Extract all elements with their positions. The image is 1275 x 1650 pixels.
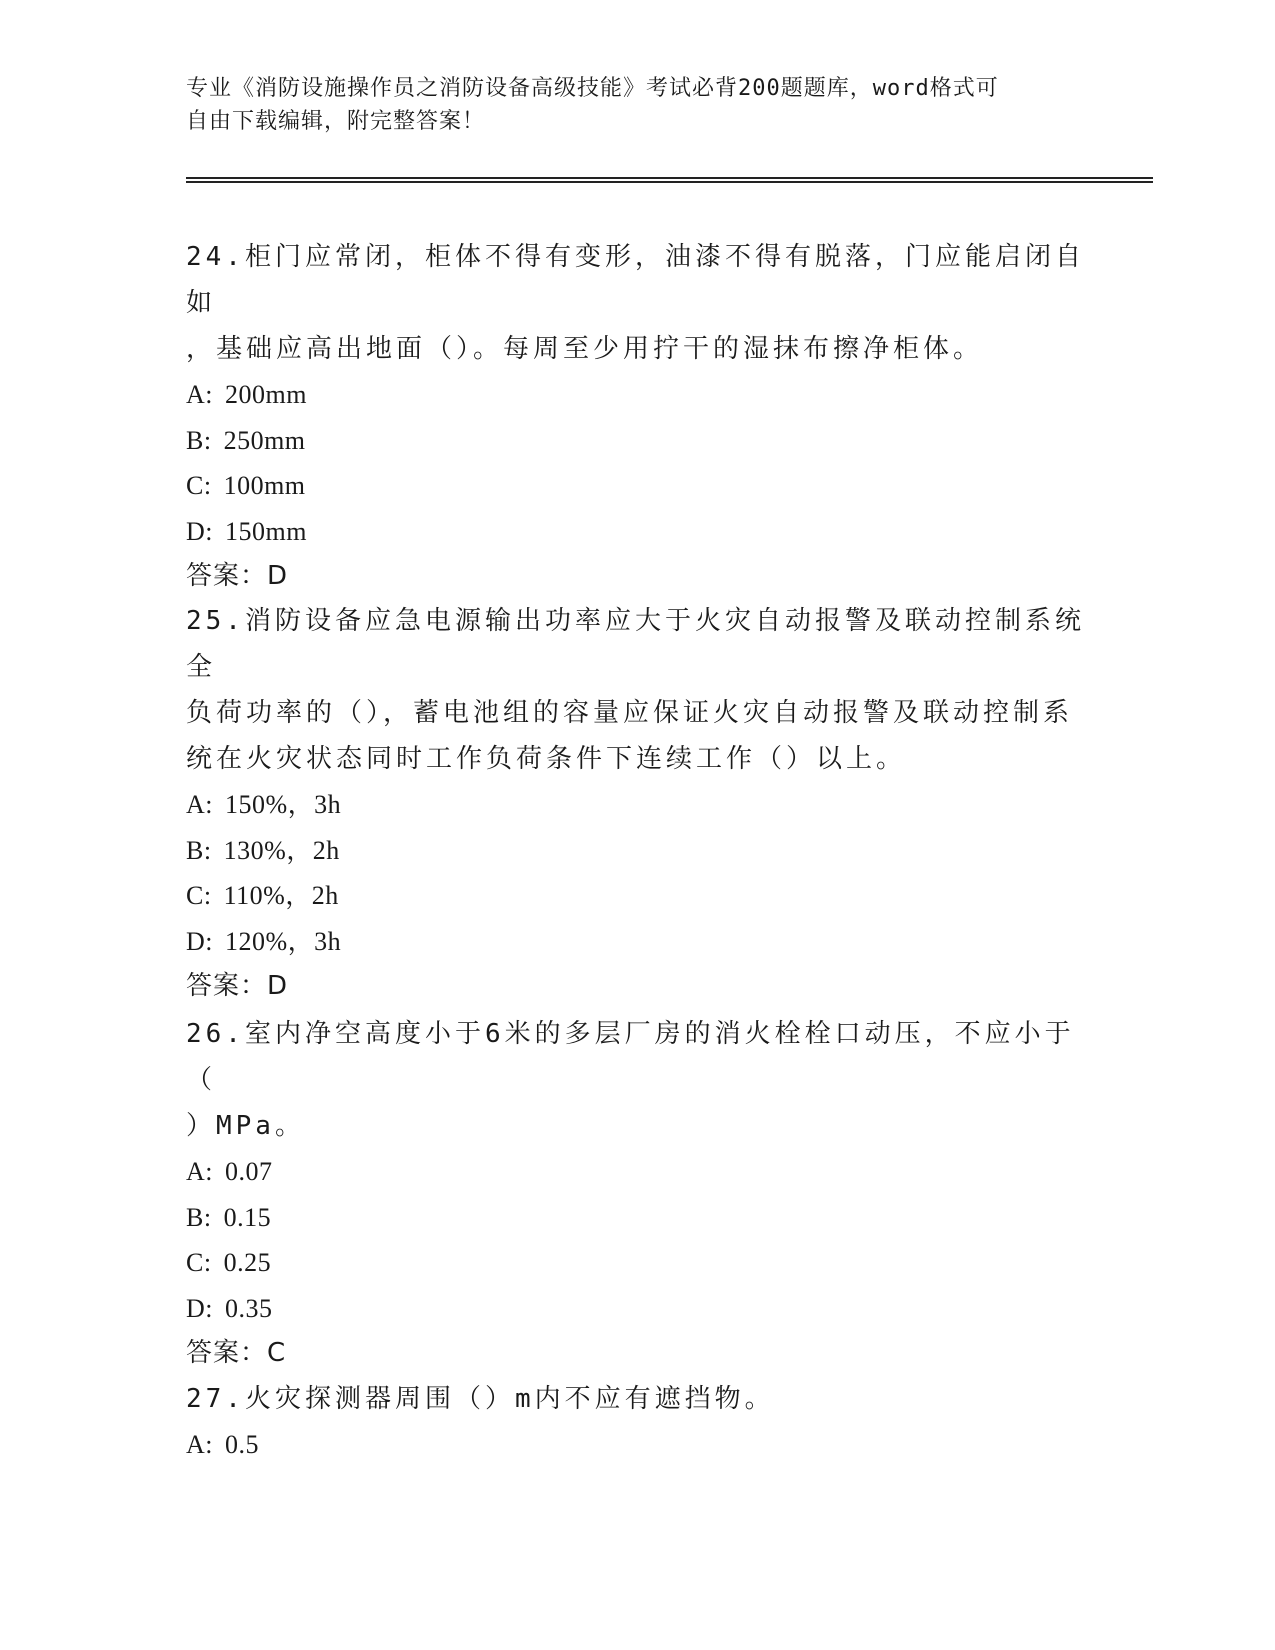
option-letter: B: <box>186 425 212 455</box>
option-text: 120%，3h <box>225 926 342 956</box>
question-stem-line: 25.消防设备应急电源输出功率应大于火灾自动报警及联动控制系统全 <box>186 606 1085 682</box>
option-d <box>186 1286 1086 1332</box>
option-text: 130%，2h <box>223 835 340 865</box>
option-letter: B: <box>186 835 212 865</box>
question-26 <box>186 1011 1086 1376</box>
question-24 <box>186 234 1086 599</box>
option-a <box>186 1149 1086 1195</box>
option-b <box>186 828 1086 874</box>
option-text: 150mm <box>225 516 307 546</box>
option-text: 150%，3h <box>225 790 342 819</box>
option-letter: D: <box>186 516 213 546</box>
question-stem-line: 26.室内净空高度小于6米的多层厂房的消火栓栓口动压，不应小于（ <box>186 1019 1075 1095</box>
question-27 <box>186 1376 1086 1468</box>
option-text: 0.25 <box>223 1248 272 1277</box>
option-c <box>186 463 1086 509</box>
question-stem-line: 24.柜门应常闭，柜体不得有变形，油漆不得有脱落，门应能启闭自如 <box>186 242 1085 318</box>
option-b <box>186 418 1086 464</box>
question-stem-line: ，基础应高出地面（）。每周至少用拧干的湿抹布擦净柜体。 <box>186 334 984 364</box>
option-text: 0.07 <box>225 1157 273 1186</box>
option-c <box>186 873 1086 919</box>
option-letter: C: <box>186 471 212 500</box>
option-letter: A: <box>186 1157 213 1186</box>
header-line-1: 专业《消防设施操作员之消防设备高级技能》考试必背200题题库，word格式可 <box>186 76 999 101</box>
option-letter: B: <box>186 1202 212 1232</box>
option-letter: D: <box>186 1293 213 1323</box>
question-stem-line: 27.火灾探测器周围（）m内不应有遮挡物。 <box>186 1384 775 1414</box>
option-text: 200mm <box>225 380 307 409</box>
document-header <box>186 72 1086 138</box>
option-letter: C: <box>186 881 212 910</box>
option-text: 110%，2h <box>223 881 339 910</box>
option-d <box>186 919 1086 965</box>
option-text: 100mm <box>223 471 306 500</box>
header-divider-bottom <box>186 181 1153 183</box>
question-25 <box>186 598 1086 1009</box>
option-letter: D: <box>186 926 213 956</box>
option-letter: C: <box>186 1248 212 1277</box>
option-b <box>186 1195 1086 1241</box>
option-a <box>186 1422 1086 1468</box>
option-a <box>186 782 1086 828</box>
option-letter: A: <box>186 1430 213 1459</box>
answer-line: 答案：D <box>186 561 289 591</box>
header-line-2: 自由下载编辑，附完整答案！ <box>186 109 486 134</box>
option-a <box>186 372 1086 418</box>
header-divider-top <box>186 177 1153 179</box>
question-stem-line: 负荷功率的（），蓄电池组的容量应保证火灾自动报警及联动控制系 <box>186 698 1074 728</box>
option-c <box>186 1240 1086 1286</box>
option-letter: A: <box>186 380 213 409</box>
answer-line: 答案：C <box>186 1338 287 1368</box>
question-stem-line: ）MPa。 <box>186 1111 305 1141</box>
option-text: 250mm <box>223 425 306 455</box>
option-text: 0.5 <box>225 1430 259 1459</box>
option-text: 0.35 <box>225 1293 273 1323</box>
option-d <box>186 509 1086 555</box>
answer-line: 答案：D <box>186 971 289 1001</box>
option-text: 0.15 <box>223 1202 272 1232</box>
question-stem-line: 统在火灾状态同时工作负荷条件下连续工作（）以上。 <box>186 744 907 774</box>
option-letter: A: <box>186 790 213 819</box>
